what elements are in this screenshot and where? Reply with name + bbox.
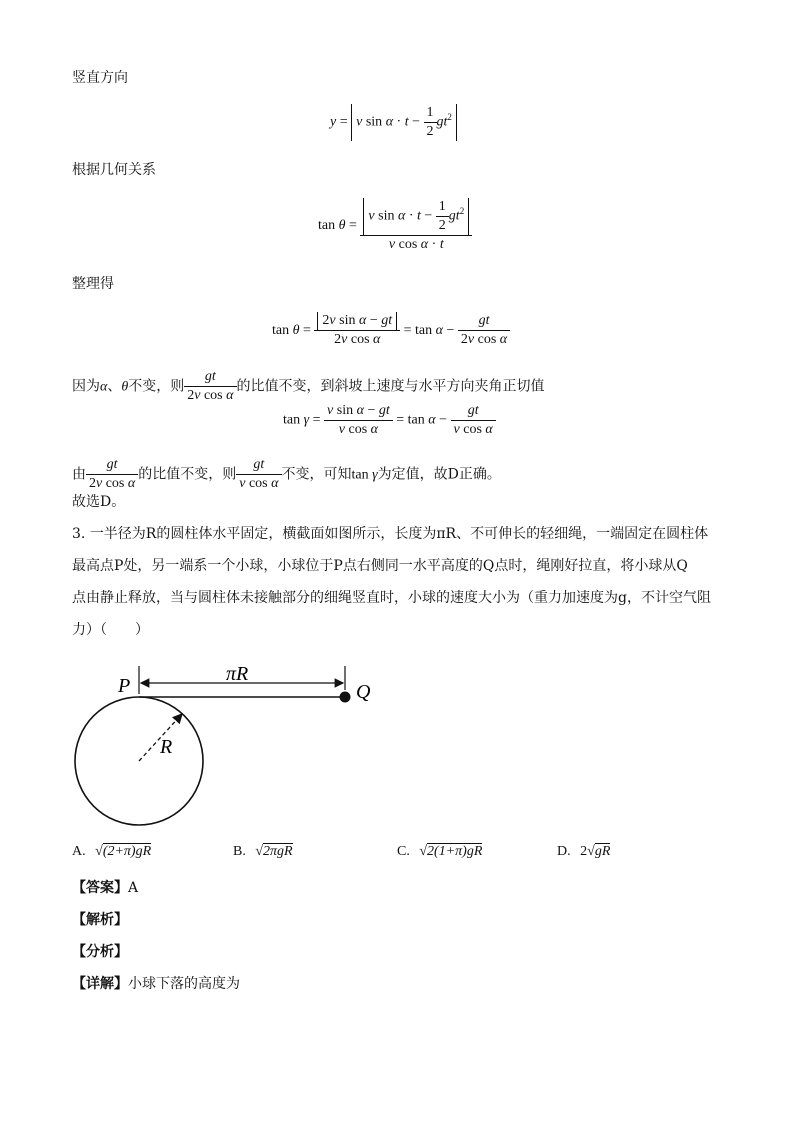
option-a: A. √(2+π)gR	[72, 844, 152, 859]
alpha-theta-symbols: α、θ	[100, 379, 129, 395]
option-a-letter: A.	[72, 844, 86, 859]
label-q: Q	[356, 681, 371, 703]
option-d-letter: D.	[557, 844, 571, 859]
from-pre: 由	[72, 466, 86, 483]
option-d-expr: gR	[594, 844, 611, 859]
fraction-gt-vcos: $\frac{gt}{\text{v cos α}}$	[236, 456, 281, 493]
because-line	[72, 368, 545, 405]
choose-d: 故选D。	[72, 494, 126, 510]
option-d-prefix: 2	[580, 844, 588, 859]
tan-gamma-symbol: tan γ	[351, 467, 378, 483]
simplify-label: 整理得	[72, 276, 114, 292]
option-c-expr: 2(1+π)gR	[427, 844, 483, 859]
because-pre: 因为	[72, 378, 100, 395]
question-line-1	[72, 524, 708, 544]
vertical-direction-label: 竖直方向	[72, 70, 128, 86]
option-c-letter: C.	[397, 844, 410, 859]
question-line-3: 点由静止释放，当与圆柱体未接触部分的细绳竖直时，小球的速度大小为（重力加速度为g，不计空气阻	[72, 590, 711, 606]
equation-y: y = v sin α · t − $\frac{1}{2}$ $gt^2$	[330, 104, 457, 141]
option-b-letter: B.	[233, 844, 246, 859]
fenxi-tag: 【分析】	[72, 944, 128, 960]
answer-value: A	[128, 880, 139, 896]
from-end: 为定值，故D正确。	[377, 466, 501, 483]
geometry-relation-label: 根据几何关系	[72, 162, 156, 178]
option-a-expr: (2+π)gR	[102, 844, 152, 859]
option-b-expr: 2πgR	[263, 844, 293, 859]
option-b: B. √2πgR	[233, 844, 293, 859]
question-line-2: 最高点P处，另一端系一个小球，小球位于P点右侧同一水平高度的Q点时，绳刚好拉直，将小球从Q	[72, 558, 688, 574]
answer-tag: 【答案】	[72, 880, 128, 896]
because-post: 的比值不变，到斜坡上速度与水平方向夹角正切值	[236, 378, 545, 395]
cylinder-rope-figure	[60, 660, 400, 830]
option-d: D. 2√gR	[557, 844, 611, 859]
answer-line	[72, 878, 138, 898]
label-pi-r: πR	[226, 663, 249, 685]
detail-tag: 【详解】	[72, 976, 128, 992]
ball-q	[340, 692, 351, 703]
equation-tan-theta-1: tan θ = v sin α · t − $\frac{1}{2}$ $gt^2$ v cos α · t	[318, 198, 472, 254]
question-number: 3.	[72, 526, 86, 542]
equation-tan-theta-2: tan θ = $\frac{\text{2v sin α − gt}}{\text{2v cos α}}$ = tan α − $\frac{gt}{\text{2v cos α}}$	[272, 312, 510, 349]
analysis-tag: 【解析】	[72, 912, 128, 928]
from-mid: 的比值不变，则	[138, 466, 237, 483]
from-post: 不变，可知	[281, 466, 352, 483]
question-line-4: 力）（ ）	[72, 622, 149, 638]
from-line	[72, 456, 501, 493]
fraction-gt-2vcos: $\frac{gt}{\text{2v cos α}}$	[184, 368, 236, 405]
because-mid: 不变，则	[128, 378, 185, 395]
detail-line	[72, 974, 240, 994]
label-r: R	[160, 736, 173, 758]
label-p: P	[118, 675, 131, 697]
equation-tan-gamma: tan γ = $\frac{\text{v sin α − gt}}{\text{v cos α}}$ = tan α − $\frac{gt}{\text{v cos α}}$	[283, 402, 496, 439]
detail-text: 小球下落的高度为	[128, 976, 240, 992]
question-text-1: 一半径为R的圆柱体水平固定，横截面如图所示，长度为πR、不可伸长的轻细绳，一端固定在圆柱体	[89, 526, 709, 542]
option-c: C. √2(1+π)gR	[397, 844, 483, 859]
fraction-gt-2vcos-2: $\frac{gt}{\text{2v cos α}}$	[86, 456, 138, 493]
